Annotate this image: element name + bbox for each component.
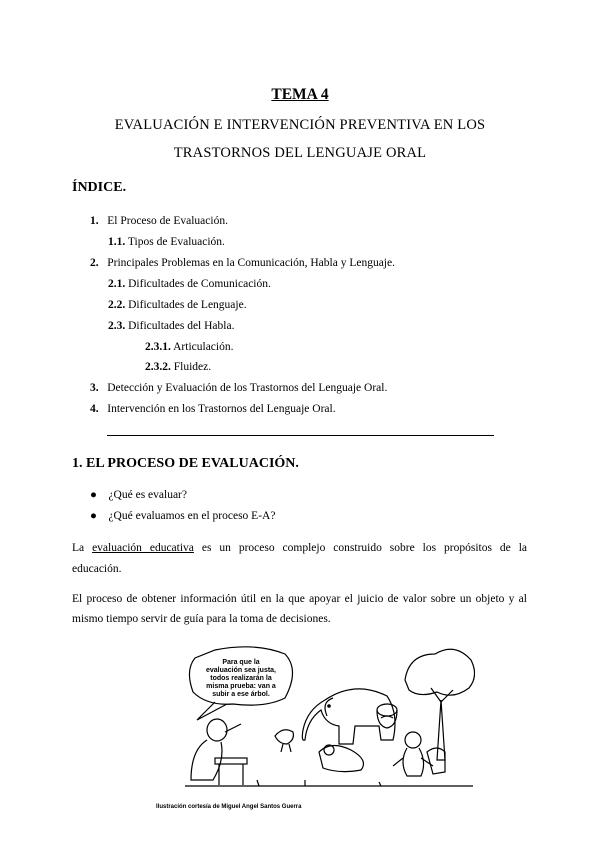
evaluation-cartoon-illustration [155, 640, 475, 802]
index-item-3: 3. Detección y Evaluación de los Trastornos del Lenguaje Oral. [90, 382, 388, 394]
bullet-item: ● ¿Qué evaluamos en el proceso E-A? [90, 510, 276, 522]
bullet-icon: ● [90, 489, 97, 501]
index-item-1: 1. El Proceso de Evaluación. [90, 215, 228, 227]
index-item-2: 2. Principales Problemas en la Comunicación, Habla y Lenguaje. [90, 257, 395, 269]
subtitle-line-2: TRASTORNOS DEL LENGUAJE ORAL [173, 145, 427, 161]
index-item-2-2: 2.2. Dificultades de Lenguaje. [108, 299, 247, 311]
paragraph-1-line-2: educación. [72, 563, 122, 575]
speech-line-4: misma prueba: van a [206, 683, 276, 690]
index-item-2-3-2: 2.3.2. Fluidez. [145, 361, 212, 373]
divider [107, 435, 494, 436]
subtitle-line-1: EVALUACIÓN E INTERVENCIÓN PREVENTIVA EN LOS [114, 117, 486, 133]
speech-line-1: Para que la [222, 659, 260, 666]
index-item-2-3-1: 2.3.1. Articulación. [145, 341, 234, 353]
index-item-4: 4. Intervención en los Trastornos del Lenguaje Oral. [90, 403, 336, 415]
speech-line-2: evaluación sea justa, [205, 667, 277, 674]
index-item-1-1: 1.1. Tipos de Evaluación. [108, 236, 225, 248]
index-item-2-3: 2.3. Dificultades del Habla. [108, 320, 235, 332]
section-heading: 1. EL PROCESO DE EVALUACIÓN. [72, 456, 299, 471]
bullet-item: ● ¿Qué es evaluar? [90, 489, 187, 501]
page-title: TEMA 4 [271, 86, 329, 103]
illustration-caption: Ilustración cortesía de Miguel Angel Santos Guerra [156, 804, 302, 810]
paragraph-2-line-2: mismo tiempo servir de guía para la toma de decisiones. [72, 613, 331, 625]
tree-canopy [405, 649, 475, 695]
evaluacion-educativa-link: evaluación educativa [92, 542, 194, 554]
speech-line-3: todos realizarán la [210, 675, 272, 682]
index-item-2-1: 2.1. Dificultades de Comunicación. [108, 278, 271, 290]
speech-line-5: subir a ese árbol. [212, 691, 270, 698]
paragraph-2-line-1: El proceso de obtener información útil en la que apoyar el juicio de valor sobre un objeto y al [72, 593, 527, 605]
index-heading: ÍNDICE. [72, 180, 127, 195]
bullet-icon: ● [90, 510, 97, 522]
paragraph-1-line-1: La evaluación educativa es un proceso complejo construido sobre los propósitos de la [72, 542, 527, 554]
